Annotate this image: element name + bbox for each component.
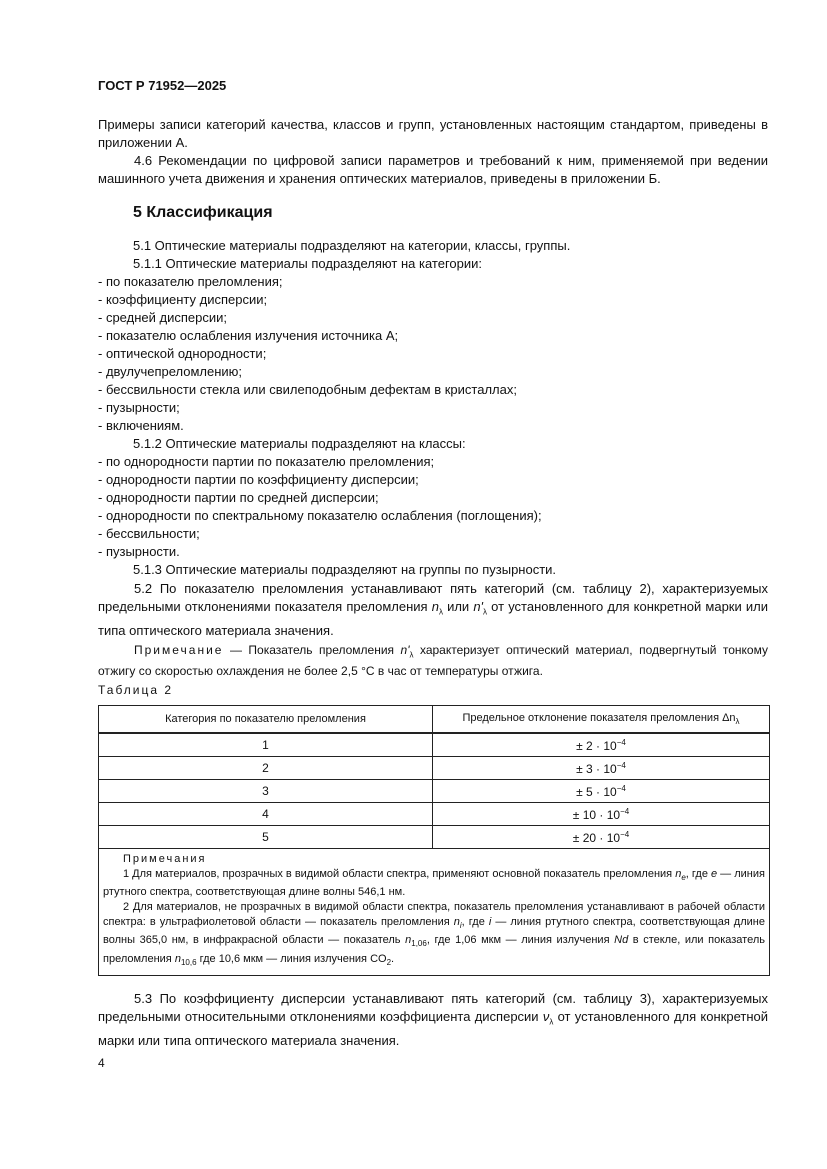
table-header-category: Категория по показателю преломления: [99, 706, 433, 734]
clause-5-1-1: 5.1.1 Оптические материалы подразделяют на категории:: [133, 256, 482, 271]
category-item: - оптической однородности;: [98, 346, 267, 361]
class-item: - по однородности партии по показателю преломления;: [98, 454, 435, 469]
category-item: - включениям.: [98, 418, 184, 433]
table-cell-deviation: ± $20 \cdot 10^{-4}$: [433, 826, 770, 849]
table-row: [99, 826, 770, 849]
table-row: [99, 803, 770, 826]
clause-5-3: 5.3 По коэффициенту дисперсии устанавливают пять категорий (см. таблицу 3), характеризуемых предельными относительными отклонениями коэффициента дисперсии $\nu_\lambda$ от установленного для конкретной марки или типа оптического материала значения.: [98, 991, 769, 1048]
clause-5-2: 5.2 По показателю преломления устанавливают пять категорий (см. таблицу 2), характеризуемых предельными отклонениями показателя преломления $n_\lambda$ или $n'_\lambda$ от установленного для конкретной марки или типа оптического материала значения.: [98, 581, 768, 638]
table-cell-category: 3: [99, 780, 433, 803]
table-row: [99, 780, 770, 803]
category-item: - пузырности;: [98, 400, 180, 415]
clause-5-1: 5.1 Оптические материалы подразделяют на категории, классы, группы.: [133, 238, 571, 253]
table-2: [98, 705, 770, 976]
class-item: - однородности по спектральному показателю ослабления (поглощения);: [98, 508, 542, 523]
category-item: - средней дисперсии;: [98, 310, 227, 325]
table-cell-category: 5: [99, 826, 433, 849]
table-cell-category: 1: [99, 733, 433, 757]
clause-5-1-2: 5.1.2 Оптические материалы подразделяют на классы:: [133, 436, 466, 451]
class-item: - бессвильности;: [98, 526, 200, 541]
table-notes: [99, 849, 770, 976]
table-cell-deviation: ± $2 \cdot 10^{-4}$: [433, 733, 770, 757]
category-item: - двулучепреломлению;: [98, 364, 243, 379]
clause-5-1-3: 5.1.3 Оптические материалы подразделяют на группы по пузырности.: [133, 562, 557, 577]
table-note-1: 1 Для материалов, прозрачных в видимой области спектра, применяют основной показатель преломления $n_e$, где e — линия ртутного спектра, соответствующая длине волны 546,1 нм.: [103, 868, 765, 899]
note-5-2: Примечание — Показатель преломления $n'_\lambda$ характеризует оптический материал, подвергнутый тонкому отжигу со скоростью охлаждения не более 2,5 °С в час от температуры отжига.: [98, 643, 768, 679]
table-header-deviation: Предельное отклонение показателя преломления $\Delta n_\lambda$: [433, 706, 770, 734]
table-cell-deviation: ± $5 \cdot 10^{-4}$: [433, 780, 770, 803]
table-row: [99, 757, 770, 780]
table-cell-category: 2: [99, 757, 433, 780]
table-header-row: [99, 706, 770, 734]
table-notes-caption: Примечания: [123, 853, 207, 865]
section-title: 5 Классификация: [133, 204, 273, 221]
class-item: - однородности партии по средней дисперсии;: [98, 490, 379, 505]
category-item: - коэффициенту дисперсии;: [98, 292, 268, 307]
table-notes-row: [99, 849, 770, 976]
intro-paragraph-1: Примеры записи категорий качества, классов и групп, установленных настоящим стандартом, приведены в приложении А.: [98, 117, 768, 150]
category-item: - бессвильности стекла или свилеподобным дефектам в кристаллах;: [98, 382, 517, 397]
class-item: - однородности партии по коэффициенту дисперсии;: [98, 472, 419, 487]
page-number: 4: [98, 1056, 105, 1070]
table-row: [99, 733, 770, 757]
category-item: - показателю ослабления излучения источника А;: [98, 328, 399, 343]
table-caption: Таблица 2: [98, 683, 174, 697]
table-cell-deviation: ± $10 \cdot 10^{-4}$: [433, 803, 770, 826]
document-id: ГОСТ Р 71952—2025: [98, 78, 227, 93]
intro-paragraph-2: 4.6 Рекомендации по цифровой записи параметров и требований к ним, применяемой при ведении машинного учета движения и хранения оптических материалов, приведены в приложении Б.: [98, 153, 768, 186]
category-item: - по показателю преломления;: [98, 274, 283, 289]
class-item: - пузырности.: [98, 544, 180, 559]
table-note-2: 2 Для материалов, не прозрачных в видимой области спектра, показатель преломления устанавливают в рабочей области спектра: в ультрафиолетовой области — показатель преломления $n_i$, где i — линия ртутного спектра, соответствующая длине волны 365,0 нм, в инфракрасной области — показатель $n_{1,06}$, где 1,06 мкм — линия излучения Nd в стекле, или показатель преломления $n_{10,6}$ где 10,6 мкм — линия излучения $CO_2$.: [103, 901, 765, 967]
table-cell-deviation: ± $3 \cdot 10^{-4}$: [433, 757, 770, 780]
table-cell-category: 4: [99, 803, 433, 826]
